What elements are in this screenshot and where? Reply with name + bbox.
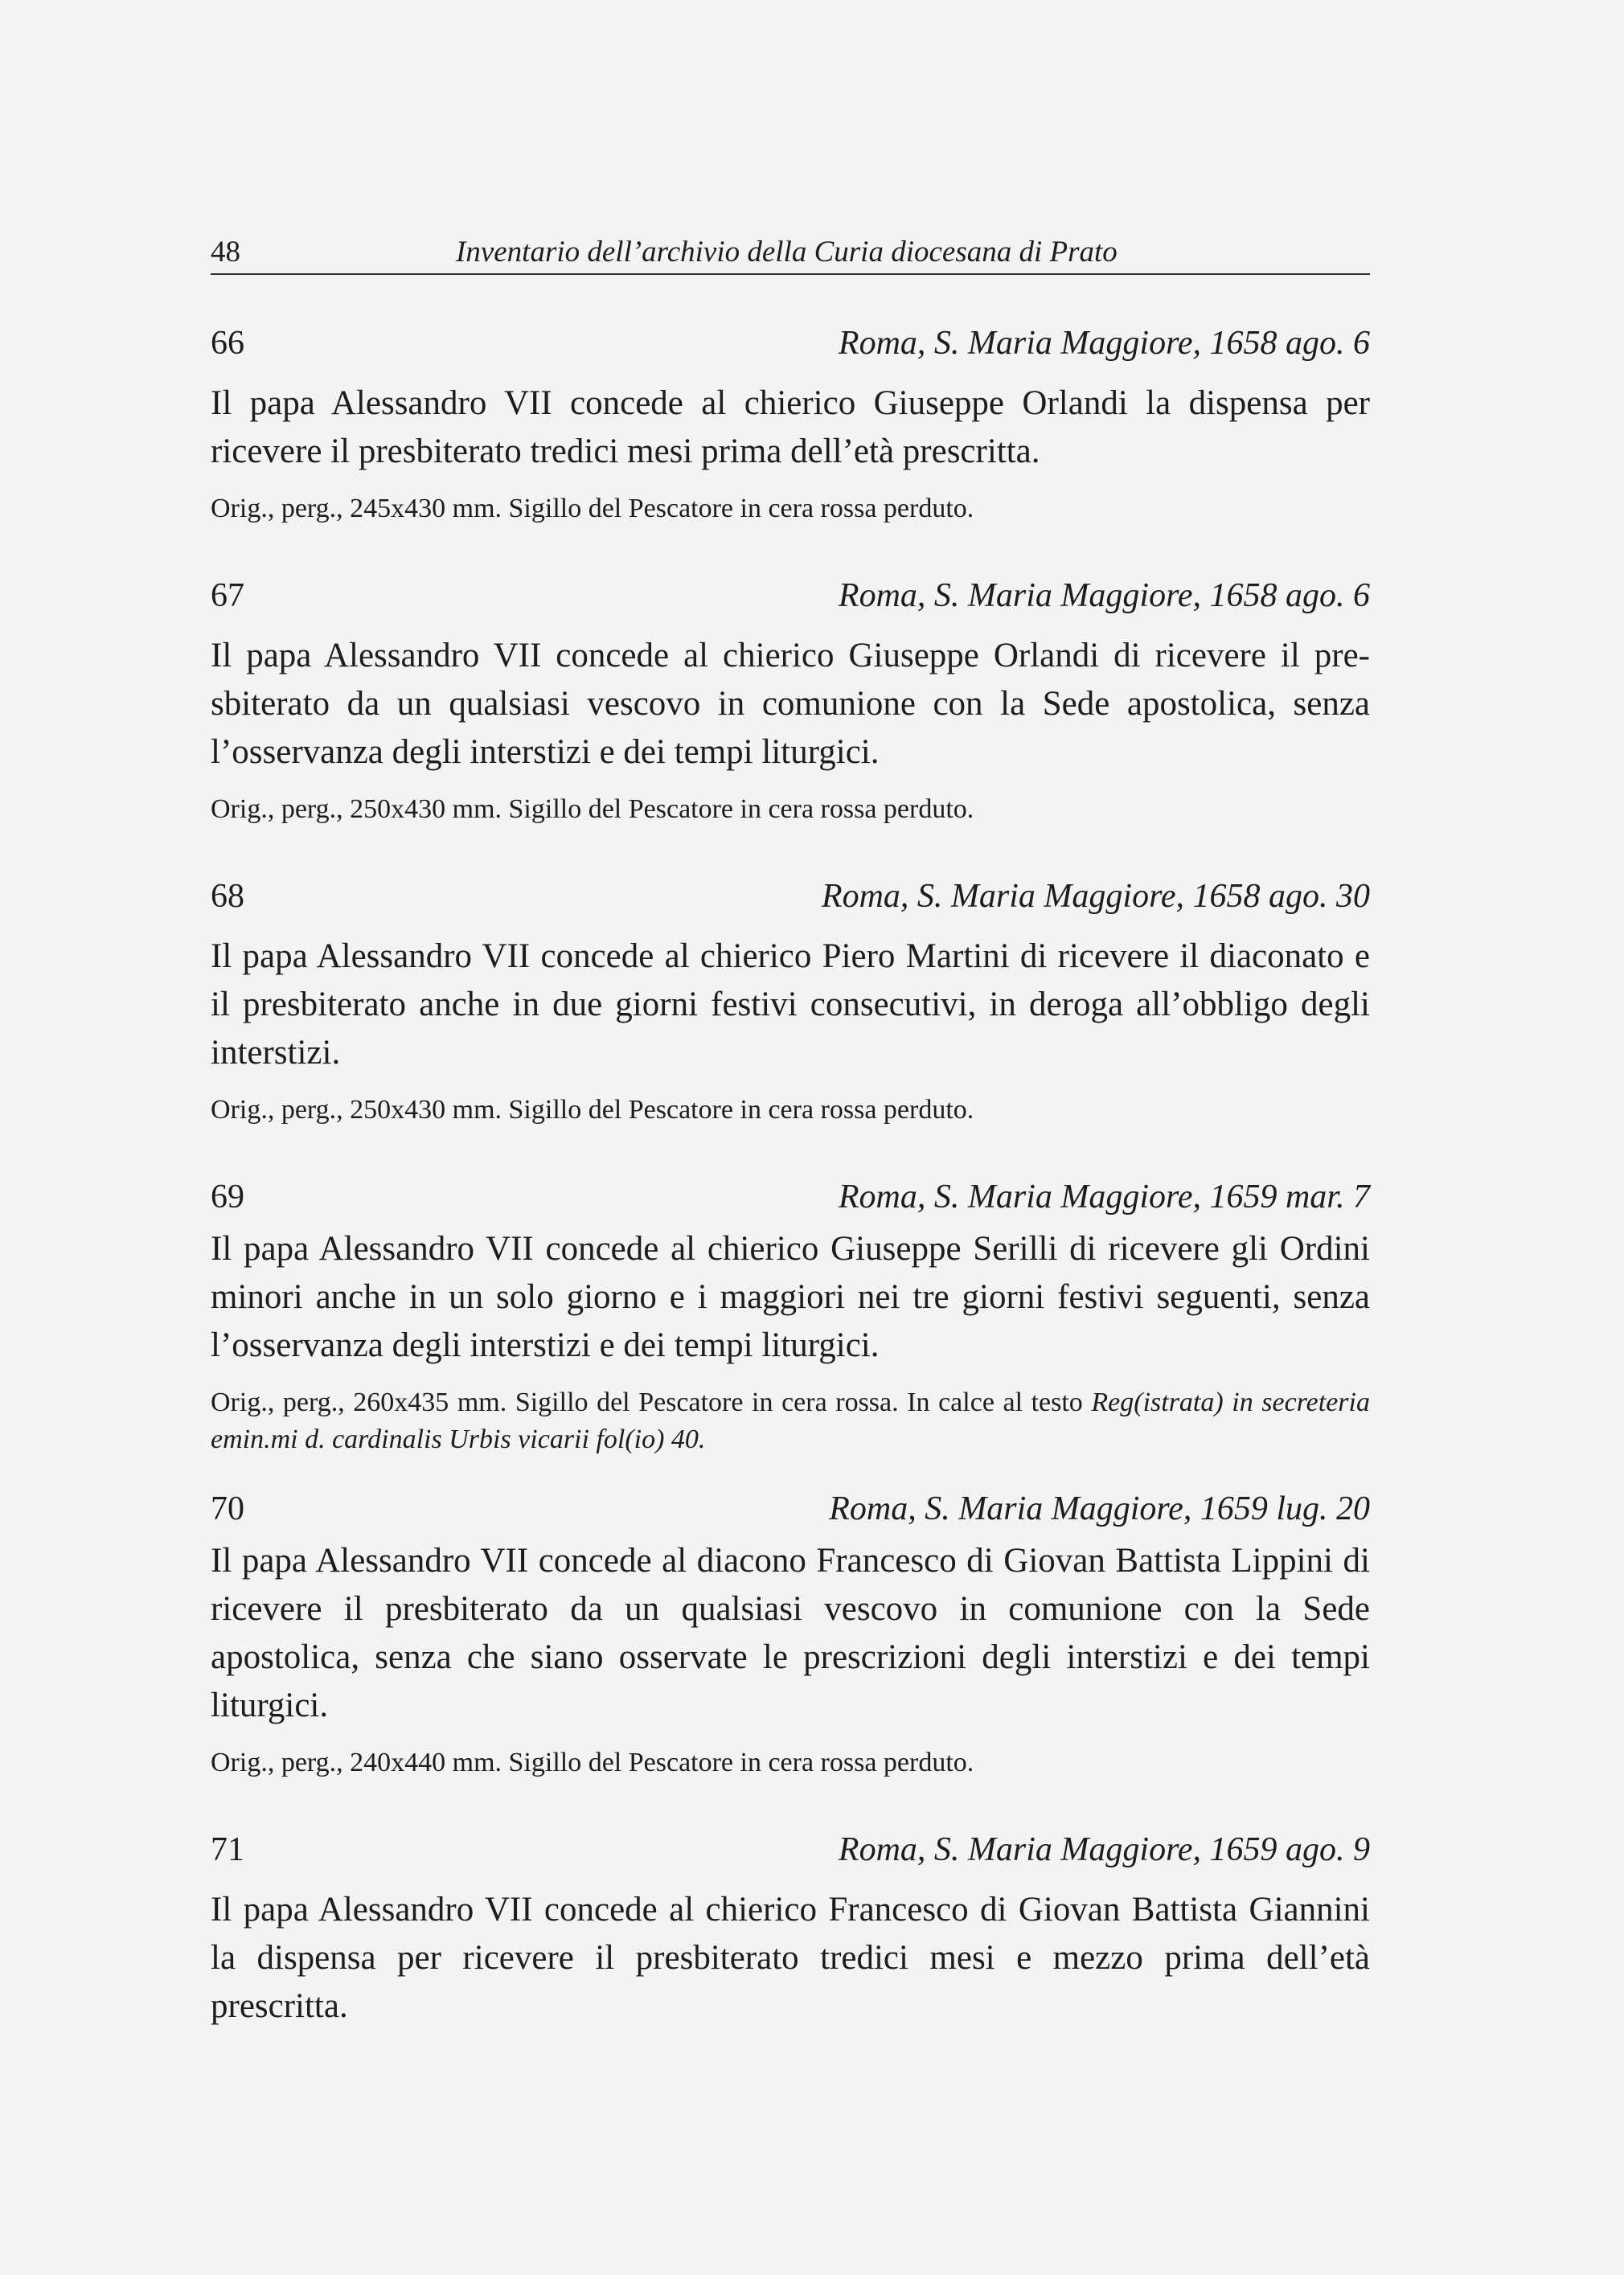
entry-66: [211, 323, 1370, 527]
entry-description: Orig., perg., 245x430 mm. Sigillo del Pescatore in cera rossa perduto.: [211, 494, 974, 523]
entry-dateline: Roma, S. Maria Maggiore, 1659 mar. 7: [838, 1178, 1370, 1215]
entry-68: [211, 876, 1370, 1129]
entry-header: [211, 1177, 1370, 1217]
entry-70: [211, 1489, 1370, 1781]
document-page: [211, 228, 1370, 2031]
entry-header: [211, 1830, 1370, 1870]
entry-regest: Il papa Alessandro VII concede al chierico Giuseppe Orlandi la dispensa per ricevere il presbiterato tredici mesi prima dell’età prescritta.: [211, 384, 1370, 470]
entry-dateline: Roma, S. Maria Maggiore, 1658 ago. 30: [821, 878, 1370, 915]
entry-number: 68: [211, 878, 244, 915]
entry-description: [211, 1384, 1370, 1458]
entry-number: 71: [211, 1831, 244, 1868]
entry-dateline: Roma, S. Maria Maggiore, 1659 lug. 20: [829, 1490, 1370, 1527]
entry-header: [211, 323, 1370, 363]
entry-header: [211, 576, 1370, 616]
entry-number: 69: [211, 1178, 244, 1215]
entry-header: [211, 876, 1370, 916]
entry-regest: Il papa Alessandro VII concede al chierico Giuseppe Orlandi di ricevere il presbiterato da un qualsiasi vescovo in comunione con la Sede apostolica, senza l’osservanza degli interstizi e dei tempi liturgici.: [211, 637, 1370, 771]
entry-description-text: Orig., perg., 260x435 mm. Sigillo del Pescatore in cera rossa. In calce al testo: [211, 1388, 1092, 1417]
entry-description-italic: Reg(istrata) in secreteria emin.mi d. cardinalis Urbis vicarii fol(io) 40.: [211, 1388, 1370, 1454]
entry-dateline: Roma, S. Maria Maggiore, 1658 ago. 6: [838, 577, 1370, 614]
entry-regest: Il papa Alessandro VII concede al chierico Piero Martini di ricevere il diaconato e il presbiterato anche in due giorni festivi consecutivi, in deroga all’obbligo degli interstizi.: [211, 937, 1370, 1072]
entry-description: Orig., perg., 240x440 mm. Sigillo del Pescatore in cera rossa perduto.: [211, 1748, 974, 1777]
entry-67: [211, 576, 1370, 828]
entry-regest: Il papa Alessandro VII concede al chierico Francesco di Giovan Battista Giannini la dispensa per ricevere il presbiterato tredici mesi e mezzo prima dell’età prescritta.: [211, 1891, 1370, 2025]
entry-regest: Il papa Alessandro VII concede al chierico Giuseppe Serilli di ricevere gli Ordini minori anche in un solo giorno e i maggiori nei tre giorni festivi seguenti, senza l’osservanza degli interstizi e dei tempi liturgici.: [211, 1230, 1370, 1364]
entry-description: Orig., perg., 250x430 mm. Sigillo del Pescatore in cera rossa perduto.: [211, 794, 974, 824]
entry-71: [211, 1830, 1370, 2031]
running-head: [211, 228, 1370, 275]
entry-number: 66: [211, 325, 244, 362]
page-number: 48: [211, 236, 240, 268]
entry-dateline: Roma, S. Maria Maggiore, 1659 ago. 9: [838, 1831, 1370, 1868]
entry-number: 70: [211, 1490, 244, 1527]
entry-description: Orig., perg., 250x430 mm. Sigillo del Pescatore in cera rossa perduto.: [211, 1095, 974, 1125]
entry-regest: Il papa Alessandro VII concede al diacono Francesco di Giovan Battista Lippini di ricevere il presbiterato da un qualsiasi vescovo in comunione con la Sede apostolica, senza che siano osservate le prescrizioni degli interstizi e dei tempi liturgici.: [211, 1542, 1370, 1724]
entry-number: 67: [211, 577, 244, 614]
entry-dateline: Roma, S. Maria Maggiore, 1658 ago. 6: [838, 325, 1370, 362]
entry-69: [211, 1177, 1370, 1458]
entry-header: [211, 1489, 1370, 1529]
running-title: Inventario dell’archivio della Curia diocesana di Prato: [456, 236, 1118, 268]
